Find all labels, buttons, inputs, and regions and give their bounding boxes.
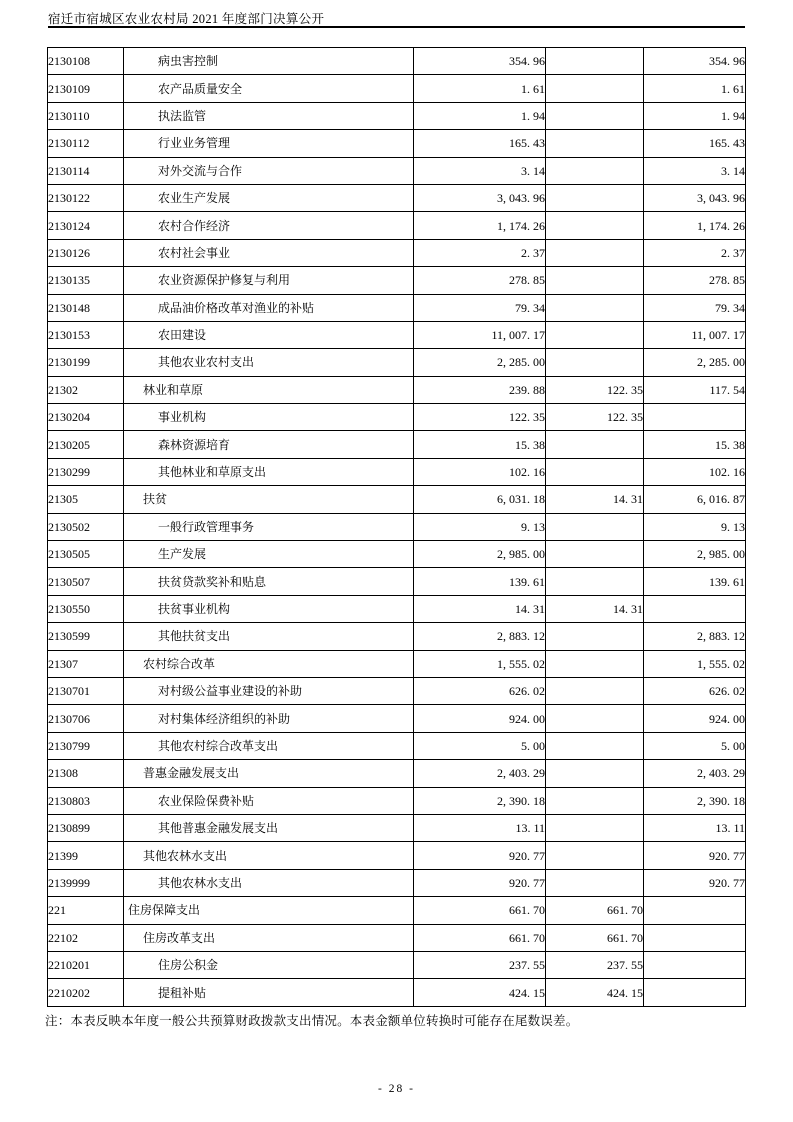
amount-cell-2: 661. 70 — [546, 897, 644, 924]
amount-cell-2 — [546, 349, 644, 376]
amount-cell-1: 102. 16 — [414, 458, 546, 485]
budget-code-cell: 21308 — [48, 760, 124, 787]
budget-code-cell: 2130122 — [48, 184, 124, 211]
amount-cell-1: 165. 43 — [414, 130, 546, 157]
table-row — [48, 75, 746, 102]
amount-cell-3: 102. 16 — [644, 458, 746, 485]
amount-cell-2 — [546, 48, 644, 75]
budget-code-cell: 2130701 — [48, 677, 124, 704]
amount-cell-3: 2, 985. 00 — [644, 541, 746, 568]
amount-cell-2 — [546, 705, 644, 732]
budget-code-cell: 21307 — [48, 650, 124, 677]
amount-cell-3: 15. 38 — [644, 431, 746, 458]
amount-cell-2 — [546, 650, 644, 677]
budget-item-name-cell: 其他扶贫支出 — [124, 623, 414, 650]
amount-cell-1: 6, 031. 18 — [414, 486, 546, 513]
table-row — [48, 184, 746, 211]
budget-item-name-cell: 成品油价格改革对渔业的补贴 — [124, 294, 414, 321]
budget-item-name-cell: 农产品质量安全 — [124, 75, 414, 102]
table-row — [48, 349, 746, 376]
budget-item-name-cell: 农业生产发展 — [124, 184, 414, 211]
budget-item-name-cell: 扶贫贷款奖补和贴息 — [124, 568, 414, 595]
amount-cell-3: 2, 403. 29 — [644, 760, 746, 787]
amount-cell-1: 15. 38 — [414, 431, 546, 458]
amount-cell-1: 1. 94 — [414, 102, 546, 129]
amount-cell-3: 9. 13 — [644, 513, 746, 540]
budget-code-cell: 21302 — [48, 376, 124, 403]
budget-item-name-cell: 农村合作经济 — [124, 212, 414, 239]
amount-cell-1: 139. 61 — [414, 568, 546, 595]
amount-cell-3: 165. 43 — [644, 130, 746, 157]
amount-cell-2 — [546, 130, 644, 157]
budget-code-cell: 2130507 — [48, 568, 124, 595]
budget-item-name-cell: 病虫害控制 — [124, 48, 414, 75]
amount-cell-2 — [546, 787, 644, 814]
budget-code-cell: 2130599 — [48, 623, 124, 650]
budget-code-cell: 2130124 — [48, 212, 124, 239]
budget-item-name-cell: 扶贫 — [124, 486, 414, 513]
budget-item-name-cell: 农村社会事业 — [124, 239, 414, 266]
budget-code-cell: 2130153 — [48, 321, 124, 348]
budget-item-name-cell: 对村级公益事业建设的补助 — [124, 677, 414, 704]
table-row — [48, 951, 746, 978]
budget-code-cell: 2210201 — [48, 951, 124, 978]
amount-cell-1: 5. 00 — [414, 732, 546, 759]
amount-cell-1: 2. 37 — [414, 239, 546, 266]
budget-item-name-cell: 农村综合改革 — [124, 650, 414, 677]
budget-item-name-cell: 行业业务管理 — [124, 130, 414, 157]
amount-cell-1: 3, 043. 96 — [414, 184, 546, 211]
table-row — [48, 102, 746, 129]
budget-code-cell: 22102 — [48, 924, 124, 951]
amount-cell-2 — [546, 760, 644, 787]
table-row — [48, 239, 746, 266]
amount-cell-3: 1. 61 — [644, 75, 746, 102]
amount-cell-3 — [644, 897, 746, 924]
amount-cell-2: 237. 55 — [546, 951, 644, 978]
amount-cell-3: 3, 043. 96 — [644, 184, 746, 211]
table-row — [48, 486, 746, 513]
amount-cell-3 — [644, 951, 746, 978]
budget-code-cell: 2130299 — [48, 458, 124, 485]
amount-cell-3: 354. 96 — [644, 48, 746, 75]
budget-code-cell: 2130148 — [48, 294, 124, 321]
document-title: 宿迁市宿城区农业农村局 2021 年度部门决算公开 — [48, 12, 325, 26]
amount-cell-2 — [546, 239, 644, 266]
amount-cell-1: 2, 390. 18 — [414, 787, 546, 814]
amount-cell-1: 661. 70 — [414, 924, 546, 951]
budget-item-name-cell: 其他林业和草原支出 — [124, 458, 414, 485]
amount-cell-2 — [546, 294, 644, 321]
table-row — [48, 979, 746, 1007]
budget-code-cell: 2130899 — [48, 814, 124, 841]
amount-cell-1: 79. 34 — [414, 294, 546, 321]
amount-cell-2 — [546, 513, 644, 540]
table-row — [48, 212, 746, 239]
table-row — [48, 897, 746, 924]
amount-cell-3: 11, 007. 17 — [644, 321, 746, 348]
budget-item-name-cell: 一般行政管理事务 — [124, 513, 414, 540]
table-row — [48, 924, 746, 951]
budget-item-name-cell: 其他农林水支出 — [124, 842, 414, 869]
table-row — [48, 705, 746, 732]
budget-table-body — [48, 48, 746, 1007]
amount-cell-2: 661. 70 — [546, 924, 644, 951]
amount-cell-2: 424. 15 — [546, 979, 644, 1007]
amount-cell-1: 2, 883. 12 — [414, 623, 546, 650]
title-underline — [48, 26, 745, 28]
amount-cell-1: 1, 555. 02 — [414, 650, 546, 677]
budget-code-cell: 2130109 — [48, 75, 124, 102]
budget-item-name-cell: 住房公积金 — [124, 951, 414, 978]
budget-code-cell: 2130126 — [48, 239, 124, 266]
budget-item-name-cell: 住房改革支出 — [124, 924, 414, 951]
amount-cell-1: 924. 00 — [414, 705, 546, 732]
budget-code-cell: 2130112 — [48, 130, 124, 157]
budget-item-name-cell: 其他普惠金融发展支出 — [124, 814, 414, 841]
table-row — [48, 869, 746, 896]
amount-cell-3: 117. 54 — [644, 376, 746, 403]
amount-cell-2 — [546, 157, 644, 184]
budget-code-cell: 2130114 — [48, 157, 124, 184]
amount-cell-1: 424. 15 — [414, 979, 546, 1007]
table-row — [48, 541, 746, 568]
amount-cell-2 — [546, 842, 644, 869]
amount-cell-3 — [644, 924, 746, 951]
amount-cell-1: 122. 35 — [414, 404, 546, 431]
amount-cell-3 — [644, 979, 746, 1007]
amount-cell-3: 2, 285. 00 — [644, 349, 746, 376]
amount-cell-2 — [546, 458, 644, 485]
budget-code-cell: 2130205 — [48, 431, 124, 458]
table-row — [48, 267, 746, 294]
table-row — [48, 760, 746, 787]
budget-code-cell: 2210202 — [48, 979, 124, 1007]
amount-cell-2: 122. 35 — [546, 404, 644, 431]
budget-item-name-cell: 林业和草原 — [124, 376, 414, 403]
amount-cell-3: 79. 34 — [644, 294, 746, 321]
table-row — [48, 842, 746, 869]
budget-code-cell: 2130706 — [48, 705, 124, 732]
amount-cell-1: 237. 55 — [414, 951, 546, 978]
budget-code-cell: 2139999 — [48, 869, 124, 896]
table-row — [48, 130, 746, 157]
budget-code-cell: 2130110 — [48, 102, 124, 129]
amount-cell-3: 2, 390. 18 — [644, 787, 746, 814]
budget-item-name-cell: 对村集体经济组织的补助 — [124, 705, 414, 732]
table-row — [48, 431, 746, 458]
amount-cell-3: 626. 02 — [644, 677, 746, 704]
budget-code-cell: 221 — [48, 897, 124, 924]
budget-item-name-cell: 森林资源培育 — [124, 431, 414, 458]
amount-cell-3: 920. 77 — [644, 869, 746, 896]
budget-item-name-cell: 执法监管 — [124, 102, 414, 129]
budget-item-name-cell: 普惠金融发展支出 — [124, 760, 414, 787]
amount-cell-3: 1, 174. 26 — [644, 212, 746, 239]
table-row — [48, 294, 746, 321]
amount-cell-2: 14. 31 — [546, 486, 644, 513]
amount-cell-3: 278. 85 — [644, 267, 746, 294]
amount-cell-2 — [546, 102, 644, 129]
budget-item-name-cell: 其他农业农村支出 — [124, 349, 414, 376]
amount-cell-3 — [644, 404, 746, 431]
amount-cell-2 — [546, 184, 644, 211]
amount-cell-2 — [546, 869, 644, 896]
amount-cell-3: 5. 00 — [644, 732, 746, 759]
amount-cell-3: 13. 11 — [644, 814, 746, 841]
table-row — [48, 677, 746, 704]
amount-cell-3: 1. 94 — [644, 102, 746, 129]
table-row — [48, 321, 746, 348]
amount-cell-1: 626. 02 — [414, 677, 546, 704]
table-row — [48, 458, 746, 485]
budget-item-name-cell: 住房保障支出 — [124, 897, 414, 924]
budget-item-name-cell: 提租补贴 — [124, 979, 414, 1007]
budget-code-cell: 2130108 — [48, 48, 124, 75]
amount-cell-2 — [546, 541, 644, 568]
table-row — [48, 157, 746, 184]
amount-cell-1: 2, 403. 29 — [414, 760, 546, 787]
amount-cell-1: 1. 61 — [414, 75, 546, 102]
amount-cell-1: 278. 85 — [414, 267, 546, 294]
table-row — [48, 732, 746, 759]
amount-cell-1: 2, 985. 00 — [414, 541, 546, 568]
amount-cell-1: 920. 77 — [414, 869, 546, 896]
table-row — [48, 513, 746, 540]
table-row — [48, 48, 746, 75]
amount-cell-3: 6, 016. 87 — [644, 486, 746, 513]
table-row — [48, 595, 746, 622]
table-row — [48, 376, 746, 403]
budget-item-name-cell: 生产发展 — [124, 541, 414, 568]
amount-cell-1: 3. 14 — [414, 157, 546, 184]
amount-cell-2 — [546, 212, 644, 239]
amount-cell-3: 3. 14 — [644, 157, 746, 184]
amount-cell-1: 14. 31 — [414, 595, 546, 622]
budget-item-name-cell: 农田建设 — [124, 321, 414, 348]
budget-code-cell: 2130803 — [48, 787, 124, 814]
amount-cell-1: 661. 70 — [414, 897, 546, 924]
budget-item-name-cell: 对外交流与合作 — [124, 157, 414, 184]
budget-code-cell: 21305 — [48, 486, 124, 513]
page-number: - 28 - — [378, 1083, 415, 1095]
amount-cell-1: 239. 88 — [414, 376, 546, 403]
budget-code-cell: 2130502 — [48, 513, 124, 540]
table-row — [48, 814, 746, 841]
table-row — [48, 568, 746, 595]
amount-cell-3: 924. 00 — [644, 705, 746, 732]
table-row — [48, 787, 746, 814]
budget-code-cell: 2130799 — [48, 732, 124, 759]
budget-code-cell: 2130199 — [48, 349, 124, 376]
amount-cell-2 — [546, 677, 644, 704]
budget-item-name-cell: 事业机构 — [124, 404, 414, 431]
amount-cell-3: 920. 77 — [644, 842, 746, 869]
budget-item-name-cell: 其他农村综合改革支出 — [124, 732, 414, 759]
amount-cell-2 — [546, 814, 644, 841]
amount-cell-1: 1, 174. 26 — [414, 212, 546, 239]
table-row — [48, 650, 746, 677]
budget-item-name-cell: 农业资源保护修复与利用 — [124, 267, 414, 294]
amount-cell-2: 122. 35 — [546, 376, 644, 403]
table-footnote: 注：本表反映本年度一般公共预算财政拨款支出情况。本表金额单位转换时可能存在尾数误差。 — [45, 1014, 579, 1028]
amount-cell-1: 9. 13 — [414, 513, 546, 540]
amount-cell-2 — [546, 623, 644, 650]
budget-expenditure-table — [47, 47, 746, 1007]
budget-code-cell: 2130505 — [48, 541, 124, 568]
amount-cell-3: 2. 37 — [644, 239, 746, 266]
amount-cell-1: 2, 285. 00 — [414, 349, 546, 376]
amount-cell-2 — [546, 732, 644, 759]
amount-cell-1: 354. 96 — [414, 48, 546, 75]
amount-cell-3: 1, 555. 02 — [644, 650, 746, 677]
amount-cell-2 — [546, 267, 644, 294]
amount-cell-3: 139. 61 — [644, 568, 746, 595]
budget-item-name-cell: 农业保险保费补贴 — [124, 787, 414, 814]
amount-cell-1: 11, 007. 17 — [414, 321, 546, 348]
amount-cell-1: 920. 77 — [414, 842, 546, 869]
amount-cell-3: 2, 883. 12 — [644, 623, 746, 650]
amount-cell-3 — [644, 595, 746, 622]
budget-item-name-cell: 其他农林水支出 — [124, 869, 414, 896]
amount-cell-2 — [546, 568, 644, 595]
amount-cell-2: 14. 31 — [546, 595, 644, 622]
table-row — [48, 404, 746, 431]
budget-code-cell: 2130550 — [48, 595, 124, 622]
amount-cell-2 — [546, 75, 644, 102]
budget-code-cell: 2130135 — [48, 267, 124, 294]
budget-code-cell: 2130204 — [48, 404, 124, 431]
budget-item-name-cell: 扶贫事业机构 — [124, 595, 414, 622]
amount-cell-2 — [546, 431, 644, 458]
amount-cell-1: 13. 11 — [414, 814, 546, 841]
table-row — [48, 623, 746, 650]
budget-code-cell: 21399 — [48, 842, 124, 869]
amount-cell-2 — [546, 321, 644, 348]
